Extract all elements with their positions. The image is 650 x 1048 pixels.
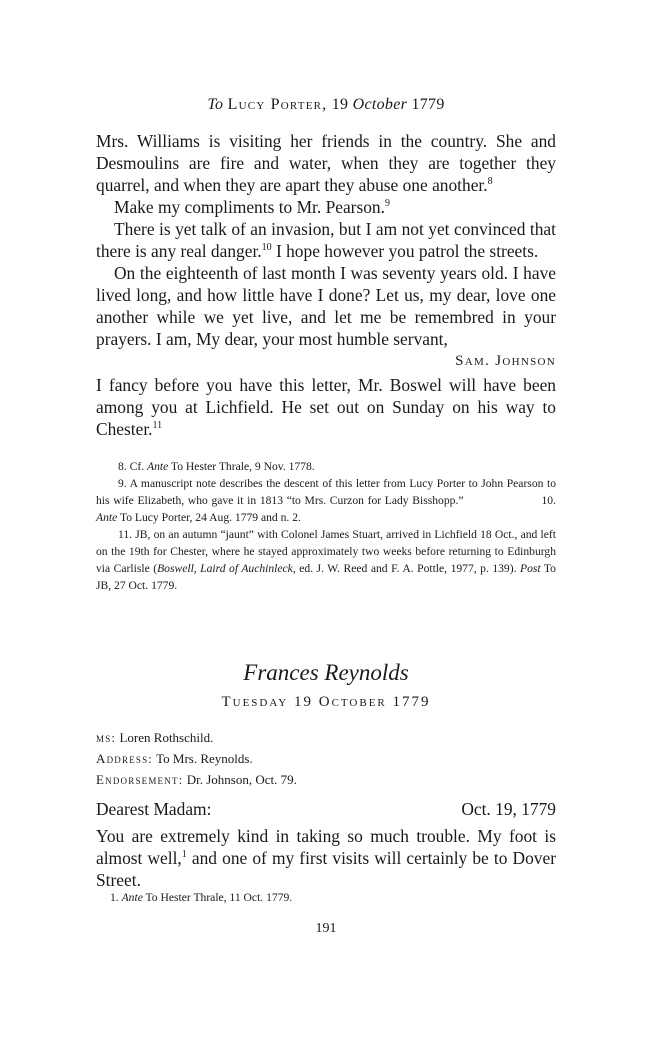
letter2-salutation-line xyxy=(96,798,556,820)
ms-line: ms: Loren Rothschild. xyxy=(96,730,214,745)
running-head-day: 19 xyxy=(331,96,349,113)
footnote-10: 10. Ante To Lucy Porter, 24 Aug. 1779 and n. 2. xyxy=(96,494,556,524)
running-head-to: To xyxy=(207,96,224,113)
letter2-date-heading: Tuesday 19 October 1779 xyxy=(221,694,431,710)
footnote-ref-9: 9 xyxy=(384,198,390,210)
page-number: 191 xyxy=(315,921,337,936)
postscript: I fancy before you have this letter, Mr. Boswel will have been among you at Lichfield. He set out on Sunday on his way to Chester.$^{11}$ xyxy=(96,375,556,439)
signature: Sam. Johnson xyxy=(455,353,556,369)
footnote-9: 9. A manuscript note describes the descent of this letter from Lucy Porter to John Pearson to his wife Elizabeth, who gave it in 1813 “to Mrs. Curzon for Lady Bisshopp.” 10. Ante To Lucy Porter, 24 Aug. 1779 and n. 2. xyxy=(96,477,556,524)
letter1-body xyxy=(96,130,556,440)
footnote-ref-1: 1 xyxy=(181,849,187,861)
address-line: Address: To Mrs. Reynolds. xyxy=(96,751,253,766)
running-head xyxy=(96,96,556,114)
letter2-date: Oct. 19, 1779 xyxy=(461,799,556,819)
footnote-8: 8. Cf. Ante To Hester Thrale, 9 Nov. 1778. xyxy=(118,460,315,473)
letter2-paragraph: You are extremely kind in taking so much trouble. My foot is almost well,$^1$ and one of my first visits will certainly be to Dover Street. xyxy=(96,826,556,890)
letter1-paragraph-1: Mrs. Williams is visiting her friends in the country. She and Desmoulins are fire and water, when they are together they quarrel, and when they are apart they abuse one another.$^8$ xyxy=(96,131,556,195)
footnote-ref-8: 8 xyxy=(487,176,493,188)
letter1-paragraph-3: There is yet talk of an invasion, but I am not yet convinced that there is any real danger.$^{10}$ I hope however you patrol the streets. xyxy=(96,219,556,261)
running-head-recipient: Lucy Porter, xyxy=(227,96,328,113)
letter2-metadata xyxy=(96,727,556,790)
letter2-recipient-heading: Frances Reynolds xyxy=(243,660,409,685)
footnotes-letter1 xyxy=(96,458,556,594)
letter2-body xyxy=(96,825,556,891)
footnote-ref-10: 10 xyxy=(261,242,272,254)
salutation: Dearest Madam: xyxy=(96,799,212,819)
running-head-month: October xyxy=(352,96,408,113)
endorsement-line: Endorsement: Dr. Johnson, Oct. 79. xyxy=(96,772,297,787)
letter1-paragraph-2: Make my compliments to Mr. Pearson.$^9$ xyxy=(114,197,390,217)
letter1-paragraph-4: On the eighteenth of last month I was seventy years old. I have lived long, and how little have I done? Let us, my dear, love one another while we yet live, and let me be remembred in your prayers. I am, My dear, your most humble servant, xyxy=(96,263,556,349)
footnote-11: 11. JB, on an autumn “jaunt” with Colonel James Stuart, arrived in Lichfield 18 Oct., and left on the 19th for Chester, where he stayed approximately two weeks before returning to Edinburgh via Carlisle (Boswell, Laird of Auchinleck, ed. J. W. Reed and F. A. Pottle, 1977, p. 139). Post To JB, 27 Oct. 1779. xyxy=(96,528,556,592)
footnote-ref-11: 11 xyxy=(152,420,163,432)
footnote-1: 1. Ante To Hester Thrale, 11 Oct. 1779. xyxy=(110,891,293,904)
footnotes-letter2 xyxy=(96,889,556,906)
running-head-year: 1779 xyxy=(411,96,445,113)
